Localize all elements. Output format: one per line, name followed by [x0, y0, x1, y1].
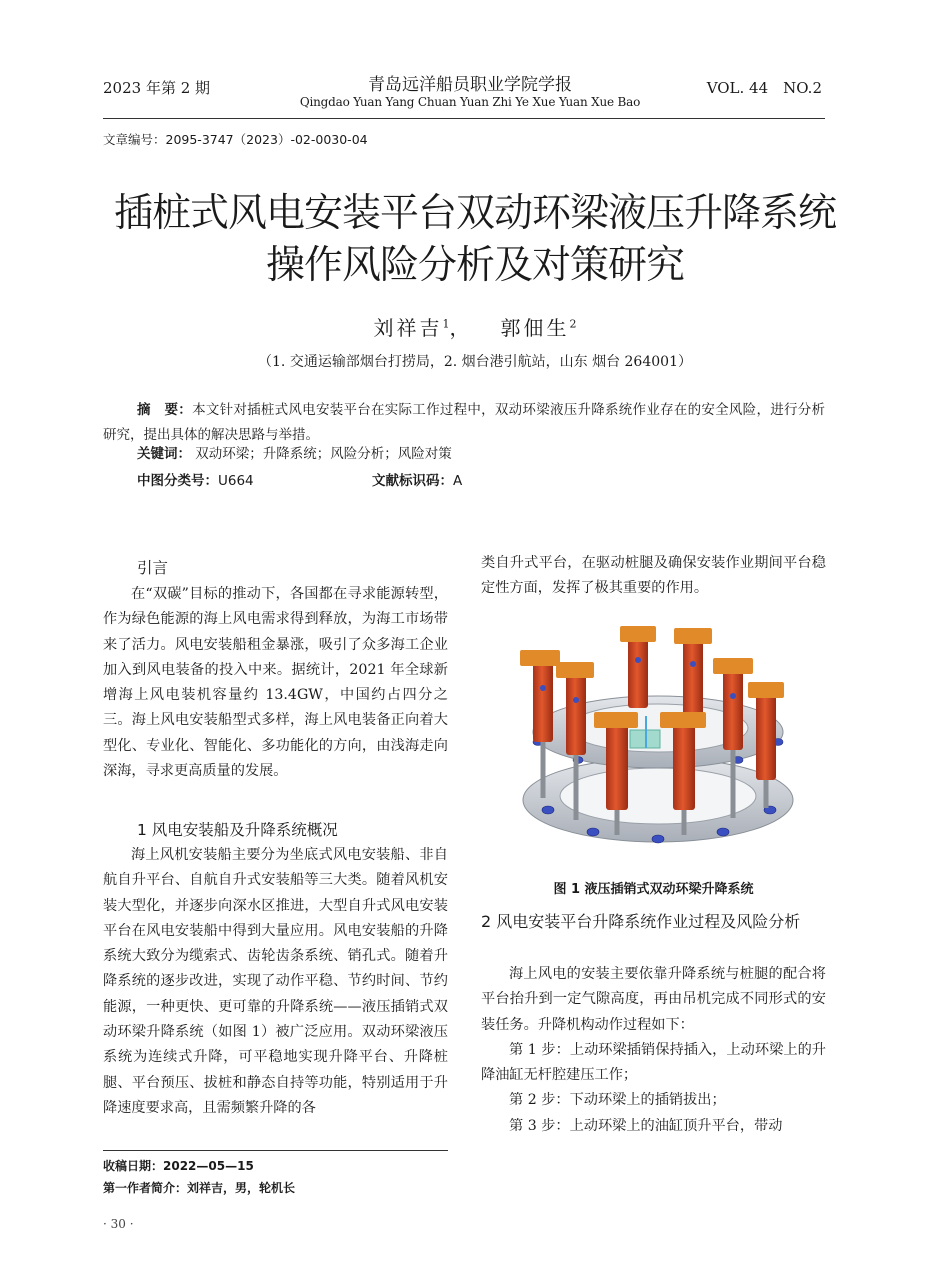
- keywords-label: 关键词：: [137, 446, 191, 462]
- affiliation: （1. 交通运输部烟台打捞局，2. 烟台港引航站，山东 烟台 264001）: [258, 354, 692, 370]
- author-1-affil-mark: 1: [442, 317, 450, 331]
- section-2-step-1: 第 1 步：上动环梁插销保持插入，上动环梁上的升降油缸无杆腔建压工作；: [481, 1041, 826, 1084]
- section-1-paragraph-continued: 类自升式平台，在驱动桩腿及确保安装作业期间平台稳定性方面，发挥了极其重要的作用。: [481, 555, 826, 597]
- author-separator: ，: [449, 316, 473, 340]
- section-2-heading: 2 风电安装平台升降系统作业过程及风险分析: [481, 912, 801, 931]
- clc-number: [137, 469, 254, 489]
- received-date: 收稿日期：2022—05—15: [103, 1159, 254, 1173]
- header-volume: VOL. 44 NO.2: [706, 79, 822, 97]
- author-2: 郭佃生: [500, 316, 570, 340]
- clc-value: U664: [218, 473, 254, 489]
- figure-1: [508, 620, 798, 860]
- section-1-heading: 1 风电安装船及升降系统概况: [137, 821, 338, 839]
- author-1: 刘祥吉: [373, 316, 443, 340]
- doc-code-label: 文献标识码：: [372, 473, 453, 489]
- author-2-affil-mark: 2: [569, 317, 577, 331]
- keywords-text: 双动环梁；升降系统；风险分析；风险对策: [195, 446, 452, 462]
- section-2-paragraph-1: 海上风电的安装主要依靠升降系统与桩腿的配合将平台抬升到一定气隙高度，再由吊机完成不同形式的安装任务。升降机构动作过程如下：: [481, 966, 826, 1033]
- title-line-1: 插桩式风电安装平台双动环梁液压升降系统: [113, 191, 836, 236]
- figure-1-caption: 图 1 液压插销式双动环梁升降系统: [553, 882, 754, 897]
- doc-code-value: A: [453, 473, 463, 489]
- article-number: 文章编号：2095-3747（2023）-02-0030-04: [103, 132, 368, 147]
- section-1-paragraph: 海上风机安装船主要分为坐底式风电安装船、非自航自升平台、自航自升式安装船等三大类。随着风机安装大型化，并逐步向深水区推进，大型自升式风电安装平台在风电安装船中得到大量应用。风电安装船的升降系统大致分为缆索式、齿轮齿条系统、销孔式。随着升降系统的逐步改进，实现了动作平稳、节约时间、节约能源，一种更快、更可靠的升降系统——液压插销式双动环梁升降系统（如图 1）被广泛应用。双动环梁液压系统为连续式升降，可平稳地实现升降平台、升降桩腿、平台预压、拔桩和静态自持等功能，特别适用于升降速度要求高，且需频繁升降的各: [103, 847, 448, 1116]
- journal-title-pinyin: Qingdao Yuan Yang Chuan Yuan Zhi Ye Xue Yuan Xue Bao: [299, 95, 641, 109]
- header-rule: [103, 118, 825, 119]
- jacking-system-illustration: [508, 620, 798, 860]
- section-2-step-2: 第 2 步：下动环梁上的插销拔出；: [509, 1092, 726, 1109]
- article-title: [60, 188, 890, 292]
- section-2-body: [481, 962, 826, 1139]
- author-bio: 第一作者简介：刘祥吉，男，轮机长: [103, 1181, 296, 1195]
- header-issue: 2023 年第 2 期: [103, 79, 211, 97]
- page-number: · 30 ·: [103, 1217, 134, 1231]
- abstract-label: 摘 要：: [137, 402, 193, 418]
- abstract: [103, 398, 825, 448]
- intro-paragraph: 在“双碳”目标的推动下，各国都在寻求能源转型，作为绿色能源的海上风电需求得到释放，为海工市场带来了活力。风电安装船租金暴涨，吸引了众多海工企业加入到风电装备的投入中来。据统计，2021 年全球新增海上风电装机容量约 13.4GW，中国约占四分之三。海上风电安装船型式多样，海上风电装备正向着大型化、专业化、智能化、多功能化的方向，由浅海走向深海，寻求更高质量的发展。: [103, 586, 448, 780]
- clc-label: 中图分类号：: [137, 473, 218, 489]
- header-journal: [250, 75, 690, 109]
- abstract-text: 本文针对插桩式风电安装平台在实际工作过程中，双动环梁液压升降系统作业存在的安全风险，进行分析研究，提出具体的解决思路与举措。: [103, 402, 825, 443]
- journal-title-cn: 青岛远洋船员职业学院学报: [368, 75, 572, 95]
- document-code: [372, 469, 462, 489]
- authors: [250, 312, 700, 341]
- keywords: [137, 442, 452, 462]
- footnote-rule: [103, 1150, 448, 1151]
- intro-heading: 引言: [137, 559, 169, 577]
- title-line-2: 操作风险分析及对策研究: [265, 243, 684, 288]
- section-2-step-3: 第 3 步：上动环梁上的油缸顶升平台，带动: [509, 1117, 783, 1134]
